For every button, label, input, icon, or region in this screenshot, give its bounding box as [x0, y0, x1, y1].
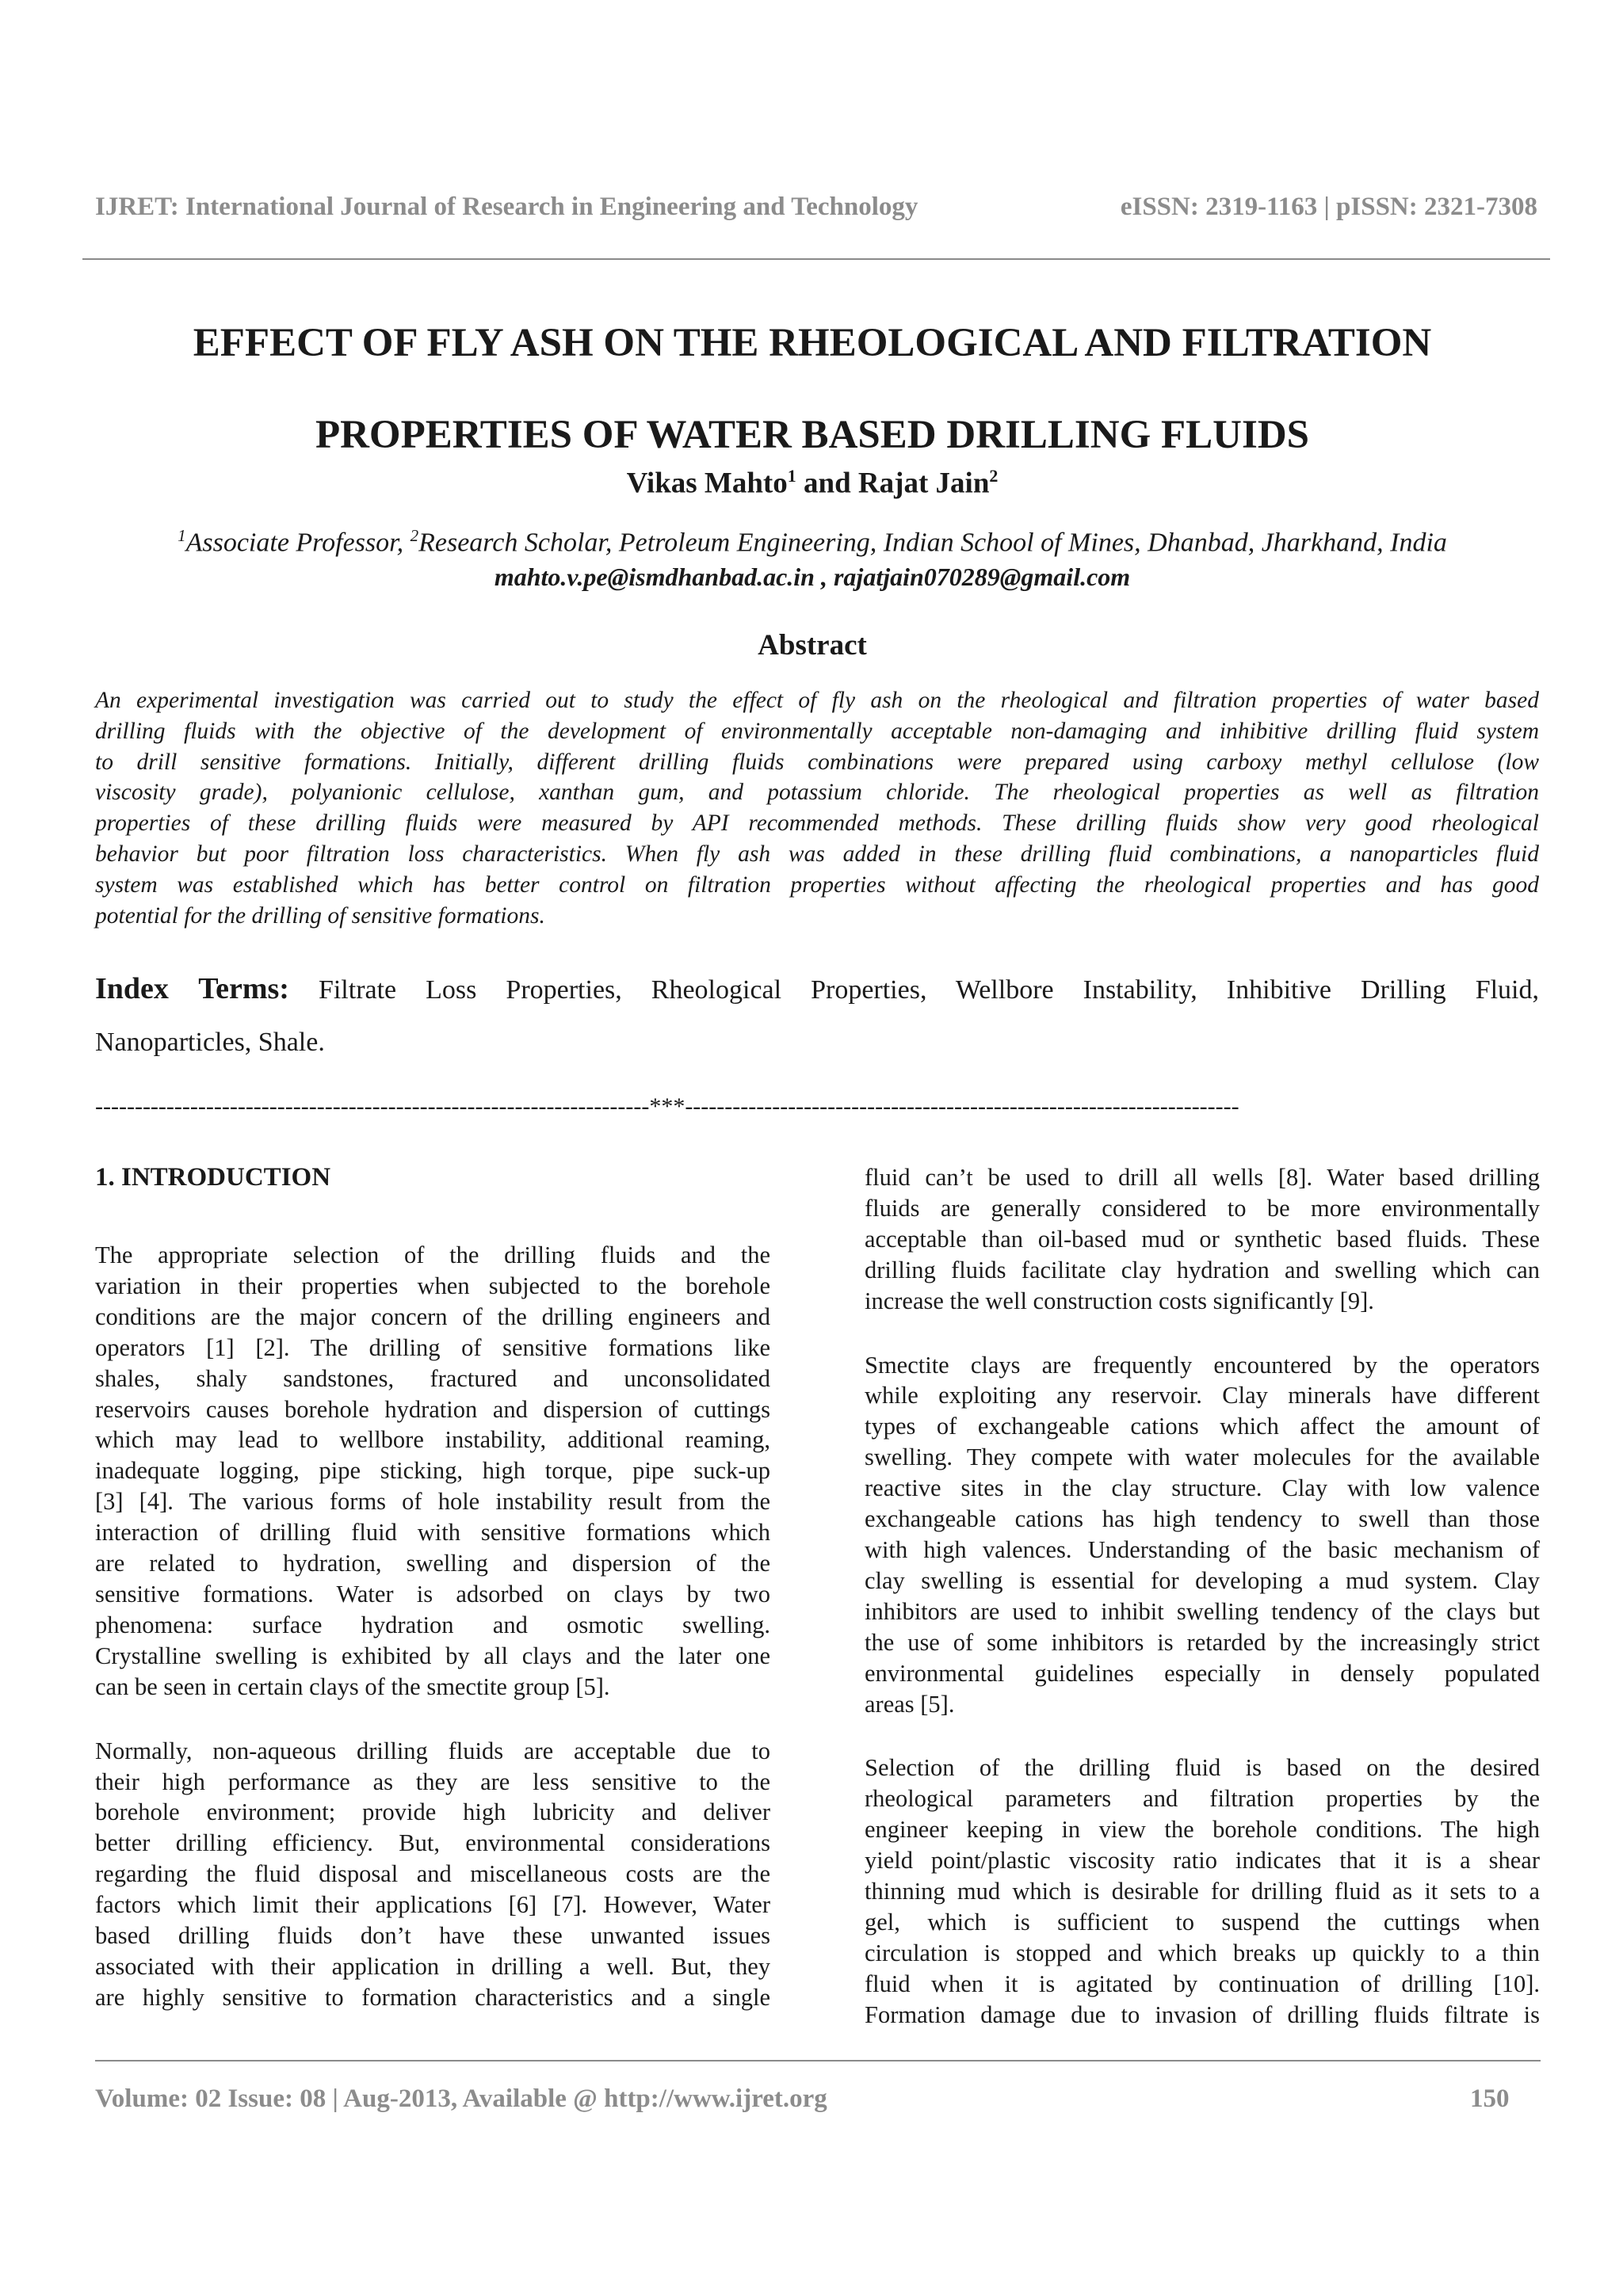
- index-terms-line: Filtrate Loss Properties, Rheological Properties, Wellbore Instability, Inhibitive Drilling Fluid,: [288, 975, 1539, 1005]
- text-line: environmental guidelines especially in densely populated: [865, 1659, 1540, 1687]
- text-line: operators [1] [2]. The drilling of sensitive formations like: [95, 1333, 770, 1361]
- paragraph: [95, 1240, 770, 1703]
- text-line: drilling fluids facilitate clay hydration and swelling which can: [865, 1256, 1540, 1283]
- text-line: phenomena: surface hydration and osmotic swelling.: [95, 1611, 770, 1638]
- author-emails: mahto.v.pe@ismdhanbad.ac.in , rajatjain070289@gmail.com: [494, 563, 1131, 591]
- text-line: swelling. They compete with water molecules for the available: [865, 1444, 1540, 1471]
- text-line: while exploiting any reservoir. Clay minerals have different: [865, 1382, 1540, 1409]
- text-line: clay swelling is essential for developing a mud system. Clay: [865, 1566, 1540, 1594]
- text-line: the use of some inhibitors is retarded by the increasingly strict: [865, 1628, 1540, 1656]
- text-line: exchangeable cations has high tendency to swell than those: [865, 1505, 1540, 1533]
- text-line: [3] [4]. The various forms of hole instability result from the: [95, 1488, 770, 1516]
- text-line: interaction of drilling fluid with sensitive formations which: [95, 1519, 770, 1547]
- text-line: associated with their application in drilling a well. But, they: [95, 1952, 770, 1980]
- text-line: engineer keeping in view the borehole conditions. The high: [865, 1816, 1540, 1844]
- text-line: rheological parameters and filtration properties by the: [865, 1785, 1540, 1813]
- page-number: 150: [1470, 2084, 1510, 2113]
- text-line: Selection of the drilling fluid is based on the desired: [865, 1754, 1540, 1782]
- text-line: thinning mud which is desirable for drilling fluid as it sets to a: [865, 1878, 1540, 1905]
- section-heading: 1. INTRODUCTION: [95, 1163, 331, 1192]
- affiliation-sup: 2: [410, 526, 419, 545]
- abstract-line: An experimental investigation was carried out to study the effect of fly ash on the rheological and filtration properties of water based: [95, 688, 1539, 713]
- section-separator: ----------------------------------------------------------------------***----------------------------------------------------------------------: [95, 1093, 1239, 1119]
- text-line: fluid when it is agitated by continuation of drilling [10].: [865, 1970, 1540, 1997]
- text-line: conditions are the major concern of the drilling engineers and: [95, 1302, 770, 1330]
- text-line: factors which limit their applications [6] [7]. However, Water: [95, 1891, 770, 1919]
- footer-volume: Volume: 02 Issue: 08 | Aug-2013, Available @ http://www.ijret.org: [95, 2084, 827, 2113]
- text-line: types of exchangeable cations which affect the amount of: [865, 1413, 1540, 1440]
- abstract-line: system was established which has better control on filtration properties without affecting the rheological properties and has good: [95, 871, 1539, 898]
- text-line: increase the well construction costs significantly [9].: [865, 1287, 1374, 1314]
- author-list: [95, 466, 1529, 500]
- text-line: are highly sensitive to formation characteristics and a single: [95, 1983, 770, 2011]
- author-sup: 1: [787, 466, 796, 486]
- text-line: can be seen in certain clays of the smectite group [5].: [95, 1672, 610, 1700]
- text-line: shales, shaly sandstones, fractured and unconsolidated: [95, 1364, 770, 1392]
- text-line: reactive sites in the clay structure. Clay with low valence: [865, 1474, 1540, 1502]
- text-line: circulation is stopped and which breaks up quickly to a thin: [865, 1939, 1540, 1966]
- running-header: [95, 193, 1537, 231]
- paragraph: [95, 1736, 770, 2013]
- text-line: Crystalline swelling is exhibited by all clays and the later one: [95, 1642, 770, 1669]
- text-line: borehole environment; provide high lubricity and deliver: [95, 1798, 770, 1826]
- abstract-line: potential for the drilling of sensitive formations.: [95, 902, 545, 929]
- text-line: inadequate logging, pipe sticking, high torque, pipe suck-up: [95, 1457, 770, 1485]
- author-sup: 2: [989, 466, 999, 486]
- text-line: fluid can’t be used to drill all wells [8]. Water based drilling: [865, 1164, 1540, 1191]
- abstract-body: [95, 685, 1539, 931]
- index-terms-line: Nanoparticles, Shale.: [95, 1028, 325, 1057]
- text-line: fluids are generally considered to be more environmentally: [865, 1194, 1540, 1222]
- abstract-line: properties of these drilling fluids were measured by API recommended methods. These drilling fluids show very good rheological: [95, 810, 1539, 837]
- author-name: Vikas Mahto: [626, 467, 788, 500]
- text-line: acceptable than oil-based mud or synthetic based fluids. These: [865, 1225, 1540, 1253]
- text-line: regarding the fluid disposal and miscellaneous costs are the: [95, 1860, 770, 1888]
- paragraph: [865, 1753, 1540, 2030]
- title-line-2: PROPERTIES OF WATER BASED DRILLING FLUIDS: [315, 413, 1310, 457]
- text-line: are related to hydration, swelling and dispersion of the: [95, 1550, 770, 1577]
- text-line: The appropriate selection of the drilling fluids and the: [95, 1241, 770, 1268]
- text-line: inhibitors are used to inhibit swelling tendency of the clays but: [865, 1597, 1540, 1625]
- affiliation: [95, 526, 1529, 558]
- journal-name: IJRET: International Journal of Research in Engineering and Technology: [95, 193, 918, 221]
- title-line-1: EFFECT OF FLY ASH ON THE RHEOLOGICAL AND FILTRATION: [193, 321, 1432, 365]
- index-terms: [95, 963, 1539, 1069]
- text-line: their high performance as they are less sensitive to the: [95, 1768, 770, 1795]
- text-line: yield point/plastic viscosity ratio indicates that it is a shear: [865, 1847, 1540, 1875]
- abstract-line: drilling fluids with the objective of the development of environmentally acceptable non-damaging and inhibitive drilling fluid system: [95, 718, 1539, 744]
- text-line: which may lead to wellbore instability, additional reaming,: [95, 1426, 770, 1454]
- text-line: reservoirs causes borehole hydration and dispersion of cuttings: [95, 1395, 770, 1423]
- paragraph: [865, 1350, 1540, 1720]
- text-line: with high valences. Understanding of the basic mechanism of: [865, 1535, 1540, 1563]
- index-terms-label: Index Terms:: [95, 972, 289, 1005]
- abstract-line: behavior but poor filtration loss characteristics. When fly ash was added in these drilling fluid combinations, a nanoparticles fluid: [95, 841, 1539, 867]
- paper-title: [95, 297, 1529, 481]
- affiliation-role: Associate Professor,: [185, 528, 411, 558]
- text-line: sensitive formations. Water is adsorbed on clays by two: [95, 1580, 770, 1608]
- right-column: [865, 1162, 1540, 2031]
- author-conjunction: and: [796, 467, 858, 500]
- abstract-heading: Abstract: [758, 629, 867, 662]
- abstract-line: viscosity grade), polyanionic cellulose, xanthan gum, and potassium chloride. The rheological properties as well as filtration: [95, 780, 1539, 806]
- text-line: areas [5].: [865, 1690, 955, 1718]
- text-line: Normally, non-aqueous drilling fluids are acceptable due to: [95, 1737, 770, 1764]
- text-line: variation in their properties when subjected to the borehole: [95, 1272, 770, 1299]
- affiliation-text: Research Scholar, Petroleum Engineering, Indian School of Mines, Dhanbad, Jharkhand, India: [418, 528, 1447, 558]
- left-column: [95, 1240, 770, 2013]
- text-line: based drilling fluids don’t have these unwanted issues: [95, 1922, 770, 1950]
- text-line: gel, which is sufficient to suspend the cuttings when: [865, 1908, 1540, 1936]
- text-line: better drilling efficiency. But, environmental considerations: [95, 1829, 770, 1857]
- header-rule: [82, 258, 1550, 260]
- text-line: Smectite clays are frequently encountered by the operators: [865, 1351, 1540, 1379]
- abstract-line: to drill sensitive formations. Initially, different drilling fluids combinations were prepared using carboxy methyl cellulose (low: [95, 749, 1539, 775]
- issn-info: eISSN: 2319-1163 | pISSN: 2321-7308: [1120, 193, 1537, 221]
- affiliation-sup: 1: [178, 526, 186, 545]
- text-line: Formation damage due to invasion of drilling fluids filtrate is: [865, 2000, 1540, 2028]
- footer-rule: [95, 2060, 1541, 2061]
- author-name: Rajat Jain: [857, 467, 990, 500]
- paragraph: [865, 1162, 1540, 1317]
